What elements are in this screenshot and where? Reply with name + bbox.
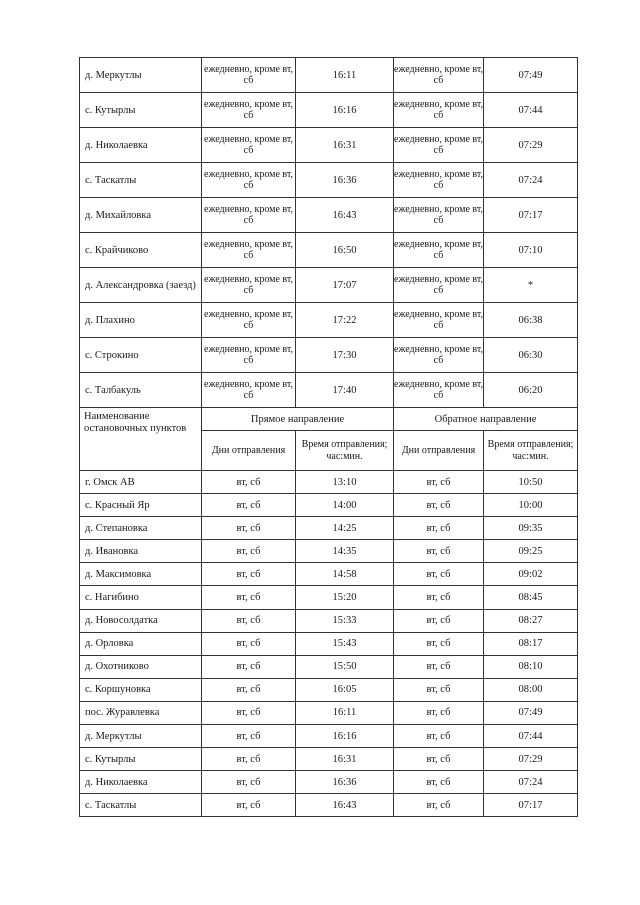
backward-days-cell: ежедневно, кроме вт, сб	[394, 163, 484, 198]
stop-name-cell: д. Плахино	[80, 303, 202, 338]
forward-time-cell: 17:07	[296, 268, 394, 303]
header-backward: Обратное направление	[394, 408, 578, 431]
backward-time-cell: 08:45	[484, 586, 578, 609]
forward-time-cell: 14:25	[296, 517, 394, 540]
forward-days-cell: вт, сб	[202, 701, 296, 724]
header-forward: Прямое направление	[202, 408, 394, 431]
stop-name-cell: д. Новосолдатка	[80, 609, 202, 632]
forward-days-cell: ежедневно, кроме вт, сб	[202, 93, 296, 128]
stop-name-cell: д. Меркутлы	[80, 58, 202, 93]
forward-time-cell: 15:43	[296, 632, 394, 655]
backward-time-cell: 08:17	[484, 632, 578, 655]
header-backward-time: Время отправления; час:мин.	[484, 431, 578, 471]
stop-name-cell: д. Михайловка	[80, 198, 202, 233]
forward-days-cell: вт, сб	[202, 517, 296, 540]
backward-days-cell: ежедневно, кроме вт, сб	[394, 198, 484, 233]
backward-time-cell: 07:49	[484, 58, 578, 93]
backward-days-cell: вт, сб	[394, 540, 484, 563]
stop-name-cell: д. Охотниково	[80, 655, 202, 678]
backward-time-cell: 07:24	[484, 771, 578, 794]
schedule-section-daily	[80, 58, 578, 408]
backward-days-cell: ежедневно, кроме вт, сб	[394, 303, 484, 338]
forward-time-cell: 16:16	[296, 93, 394, 128]
forward-days-cell: вт, сб	[202, 494, 296, 517]
backward-days-cell: вт, сб	[394, 471, 484, 494]
forward-time-cell: 15:50	[296, 655, 394, 678]
backward-days-cell: вт, сб	[394, 563, 484, 586]
backward-days-cell: ежедневно, кроме вт, сб	[394, 93, 484, 128]
backward-days-cell: ежедневно, кроме вт, сб	[394, 268, 484, 303]
stop-name-cell: с. Крайчиково	[80, 233, 202, 268]
backward-days-cell: вт, сб	[394, 678, 484, 701]
table-row	[80, 540, 578, 563]
backward-time-cell: 07:17	[484, 794, 578, 817]
stop-name-cell: с. Кутырлы	[80, 93, 202, 128]
forward-days-cell: ежедневно, кроме вт, сб	[202, 198, 296, 233]
backward-days-cell: ежедневно, кроме вт, сб	[394, 128, 484, 163]
forward-days-cell: ежедневно, кроме вт, сб	[202, 58, 296, 93]
forward-days-cell: ежедневно, кроме вт, сб	[202, 233, 296, 268]
forward-days-cell: вт, сб	[202, 563, 296, 586]
forward-time-cell: 16:43	[296, 198, 394, 233]
forward-time-cell: 16:31	[296, 128, 394, 163]
stop-name-cell: с. Таскатлы	[80, 794, 202, 817]
forward-time-cell: 14:35	[296, 540, 394, 563]
backward-time-cell: 07:29	[484, 748, 578, 771]
table-row	[80, 517, 578, 540]
forward-time-cell: 16:36	[296, 771, 394, 794]
header-backward-days: Дни отправления	[394, 431, 484, 471]
table-row	[80, 632, 578, 655]
forward-time-cell: 14:58	[296, 563, 394, 586]
backward-days-cell: вт, сб	[394, 632, 484, 655]
table-row	[80, 471, 578, 494]
schedule-header	[80, 408, 578, 471]
backward-days-cell: вт, сб	[394, 725, 484, 748]
backward-time-cell: 07:49	[484, 701, 578, 724]
stop-name-cell: с. Талбакуль	[80, 373, 202, 408]
stop-name-cell: д. Николаевка	[80, 128, 202, 163]
header-stop-name: Наименование остановочных пунктов	[80, 408, 202, 471]
stop-name-cell: д. Меркутлы	[80, 725, 202, 748]
backward-time-cell: 07:10	[484, 233, 578, 268]
table-row	[80, 163, 578, 198]
forward-time-cell: 14:00	[296, 494, 394, 517]
table-row	[80, 128, 578, 163]
backward-days-cell: ежедневно, кроме вт, сб	[394, 373, 484, 408]
forward-days-cell: ежедневно, кроме вт, сб	[202, 268, 296, 303]
table-row	[80, 748, 578, 771]
backward-time-cell: 10:50	[484, 471, 578, 494]
table-row	[80, 563, 578, 586]
stop-name-cell: с. Строкино	[80, 338, 202, 373]
forward-days-cell: вт, сб	[202, 655, 296, 678]
forward-days-cell: ежедневно, кроме вт, сб	[202, 303, 296, 338]
backward-days-cell: ежедневно, кроме вт, сб	[394, 233, 484, 268]
backward-time-cell: 07:44	[484, 725, 578, 748]
forward-time-cell: 16:11	[296, 701, 394, 724]
forward-days-cell: вт, сб	[202, 678, 296, 701]
stop-name-cell: с. Красный Яр	[80, 494, 202, 517]
backward-time-cell: 08:27	[484, 609, 578, 632]
forward-days-cell: вт, сб	[202, 748, 296, 771]
table-row	[80, 794, 578, 817]
forward-days-cell: ежедневно, кроме вт, сб	[202, 128, 296, 163]
forward-time-cell: 16:16	[296, 725, 394, 748]
stop-name-cell: д. Максимовка	[80, 563, 202, 586]
forward-time-cell: 16:11	[296, 58, 394, 93]
table-row	[80, 373, 578, 408]
forward-time-cell: 13:10	[296, 471, 394, 494]
backward-days-cell: вт, сб	[394, 794, 484, 817]
backward-days-cell: вт, сб	[394, 609, 484, 632]
backward-time-cell: 06:38	[484, 303, 578, 338]
backward-time-cell: 06:30	[484, 338, 578, 373]
forward-time-cell: 17:30	[296, 338, 394, 373]
table-row	[80, 678, 578, 701]
backward-days-cell: вт, сб	[394, 701, 484, 724]
table-row	[80, 771, 578, 794]
table-row	[80, 233, 578, 268]
backward-days-cell: ежедневно, кроме вт, сб	[394, 58, 484, 93]
table-row	[80, 725, 578, 748]
stop-name-cell: с. Нагибино	[80, 586, 202, 609]
table-row	[80, 93, 578, 128]
stop-name-cell: г. Омск АВ	[80, 471, 202, 494]
backward-time-cell: 07:24	[484, 163, 578, 198]
forward-days-cell: вт, сб	[202, 609, 296, 632]
backward-time-cell: 08:00	[484, 678, 578, 701]
backward-days-cell: вт, сб	[394, 517, 484, 540]
header-forward-time: Время отправления; час:мин.	[296, 431, 394, 471]
forward-days-cell: вт, сб	[202, 632, 296, 655]
stop-name-cell: с. Таскатлы	[80, 163, 202, 198]
backward-days-cell: вт, сб	[394, 655, 484, 678]
backward-days-cell: вт, сб	[394, 494, 484, 517]
backward-days-cell: вт, сб	[394, 771, 484, 794]
forward-time-cell: 16:43	[296, 794, 394, 817]
stop-name-cell: с. Коршуновка	[80, 678, 202, 701]
backward-time-cell: 07:17	[484, 198, 578, 233]
backward-time-cell: 07:44	[484, 93, 578, 128]
forward-time-cell: 16:05	[296, 678, 394, 701]
backward-days-cell: вт, сб	[394, 586, 484, 609]
backward-time-cell: 09:25	[484, 540, 578, 563]
forward-time-cell: 17:22	[296, 303, 394, 338]
forward-days-cell: вт, сб	[202, 725, 296, 748]
backward-time-cell: 10:00	[484, 494, 578, 517]
forward-days-cell: вт, сб	[202, 586, 296, 609]
forward-days-cell: вт, сб	[202, 794, 296, 817]
forward-time-cell: 17:40	[296, 373, 394, 408]
stop-name-cell: д. Николаевка	[80, 771, 202, 794]
backward-time-cell: 08:10	[484, 655, 578, 678]
stop-name-cell: пос. Журавлевка	[80, 701, 202, 724]
stop-name-cell: д. Ивановка	[80, 540, 202, 563]
table-row	[80, 655, 578, 678]
forward-time-cell: 15:33	[296, 609, 394, 632]
backward-time-cell: 07:29	[484, 128, 578, 163]
table-row	[80, 338, 578, 373]
forward-days-cell: ежедневно, кроме вт, сб	[202, 163, 296, 198]
stop-name-cell: д. Орловка	[80, 632, 202, 655]
table-row	[80, 58, 578, 93]
backward-time-cell: 06:20	[484, 373, 578, 408]
backward-time-cell: 09:35	[484, 517, 578, 540]
backward-days-cell: вт, сб	[394, 748, 484, 771]
forward-days-cell: ежедневно, кроме вт, сб	[202, 338, 296, 373]
table-row	[80, 198, 578, 233]
forward-time-cell: 16:31	[296, 748, 394, 771]
table-row	[80, 494, 578, 517]
forward-time-cell: 15:20	[296, 586, 394, 609]
backward-time-cell: 09:02	[484, 563, 578, 586]
stop-name-cell: д. Александровка (заезд)	[80, 268, 202, 303]
forward-time-cell: 16:36	[296, 163, 394, 198]
backward-days-cell: ежедневно, кроме вт, сб	[394, 338, 484, 373]
schedule-section-tue-sat	[80, 471, 578, 817]
table-row	[80, 701, 578, 724]
forward-days-cell: ежедневно, кроме вт, сб	[202, 373, 296, 408]
table-row	[80, 303, 578, 338]
forward-days-cell: вт, сб	[202, 771, 296, 794]
forward-time-cell: 16:50	[296, 233, 394, 268]
stop-name-cell: с. Кутырлы	[80, 748, 202, 771]
forward-days-cell: вт, сб	[202, 471, 296, 494]
header-forward-days: Дни отправления	[202, 431, 296, 471]
backward-time-cell: *	[484, 268, 578, 303]
table-row	[80, 268, 578, 303]
table-row	[80, 609, 578, 632]
schedule-table	[79, 57, 578, 817]
stop-name-cell: д. Степановка	[80, 517, 202, 540]
table-row	[80, 586, 578, 609]
forward-days-cell: вт, сб	[202, 540, 296, 563]
